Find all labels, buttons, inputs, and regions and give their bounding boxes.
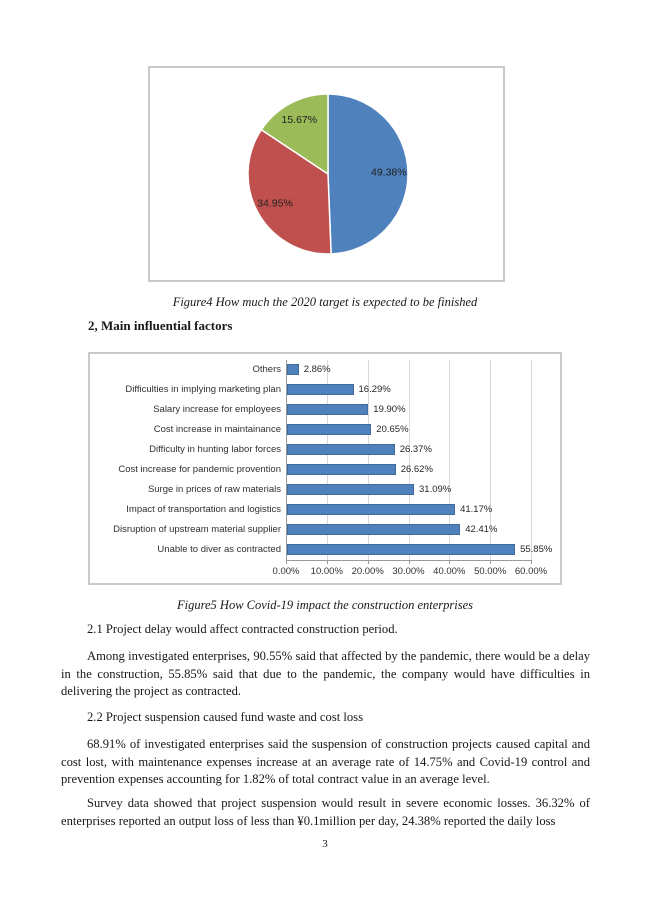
section-heading-main-influential-factors: 2, Main influential factors [88,318,233,333]
pie-chart-svg [150,68,503,280]
bar-chart-category-label-4: Difficulty in hunting labor forces [149,444,281,455]
bar-chart-xtick-label-1: 10.00% [310,566,343,577]
page-number: 3 [322,838,328,850]
figure4-caption: Figure4 How much the 2020 target is expected to be finished [172,295,478,309]
bar-chart-xtick-label-5: 50.00% [474,566,507,577]
bar-chart-bar-1 [287,384,354,395]
bar-chart-gridline-6 [531,360,532,560]
paragraph-2-2-body: 68.91% of investigated enterprises said the suspension of construction projects caused capital and cost lost, with maintenance expenses increase at an average rate of 14.75% and Covid-19 control and prevention expenses accounting for 1.82% of total contract value in an average level. [61,737,590,787]
bar-chart-category-label-3: Cost increase in maintainance [153,424,281,435]
bar-chart-value-label-8: 42.41% [465,524,498,535]
pie-data-label-2: 15.67% [281,114,318,127]
bar-chart-category-label-9: Unable to diver as contracted [157,544,281,555]
bar-chart-xtick-label-3: 30.00% [392,566,425,577]
bar-chart-plot-area [90,354,560,583]
bar-chart-bar-4 [287,444,395,455]
paragraph-2-1-heading: 2.1 Project delay would affect contracted construction period. [87,622,398,636]
bar-chart-x-axis [286,560,531,561]
bar-chart-category-label-6: Surge in prices of raw materials [147,484,281,495]
bar-chart-value-label-4: 26.37% [399,444,432,455]
paragraph-2-2-heading: 2.2 Project suspension caused fund waste and cost loss [87,710,363,724]
bar-chart-category-label-5: Cost increase for pandemic provention [118,464,281,475]
bar-chart-category-label-0: Others [252,364,281,375]
bar-chart-xtick-label-6: 60.00% [514,566,548,577]
bar-chart-bar-6 [287,484,414,495]
bar-chart-category-label-8: Disruption of upstream material supplier [113,524,281,535]
pie-data-label-1: 34.95% [257,197,293,210]
figure5-caption: Figure5 How Covid-19 impact the construction enterprises [176,598,474,612]
bar-chart-bar-2 [287,404,368,415]
bar-chart-value-label-1: 16.29% [358,384,391,395]
bar-chart-value-label-5: 26.62% [400,464,433,475]
bar-chart-figure5 [88,352,562,585]
bar-chart-bar-8 [287,524,460,535]
bar-chart-value-label-6: 31.09% [419,484,452,495]
paragraph-2-1-body: Among investigated enterprises, 90.55% said that affected by the pandemic, there would be a delay in the construction, 55.85% said that due to the pandemic, the company would have difficulties in delivering the project as contracted. [61,649,590,699]
bar-chart-category-label-2: Salary increase for employees [153,404,281,415]
bar-chart-xtick-label-4: 40.00% [433,566,466,577]
bar-chart-value-label-0: 2.86% [303,364,331,375]
bar-chart-tickmark-6 [531,560,532,564]
bar-chart-bar-0 [287,364,299,375]
bar-chart-bar-5 [287,464,396,475]
bar-chart-value-label-9: 55.85% [520,544,553,555]
bar-chart-xtick-label-2: 20.00% [351,566,384,577]
pie-chart-figure4 [148,66,505,282]
bar-chart-bar-3 [287,424,371,435]
bar-chart-category-label-1: Difficulties in implying marketing plan [125,384,281,395]
bar-chart-bar-9 [287,544,515,555]
bar-chart-value-label-2: 19.90% [373,404,406,415]
pie-data-label-0: 49.38% [370,166,407,179]
bar-chart-category-label-7: Impact of transportation and logistics [126,504,281,515]
bar-chart-xtick-label-0: 0.00% [272,566,300,577]
paragraph-2-3-body: Survey data showed that project suspension would result in severe economic losses. 36.32% of enterprises reported an output loss of less than ¥0.1million per day, 24.38% reported the daily loss [61,796,590,828]
bar-chart-value-label-3: 20.65% [376,424,409,435]
bar-chart-bar-7 [287,504,455,515]
bar-chart-value-label-7: 41.17% [460,504,493,515]
